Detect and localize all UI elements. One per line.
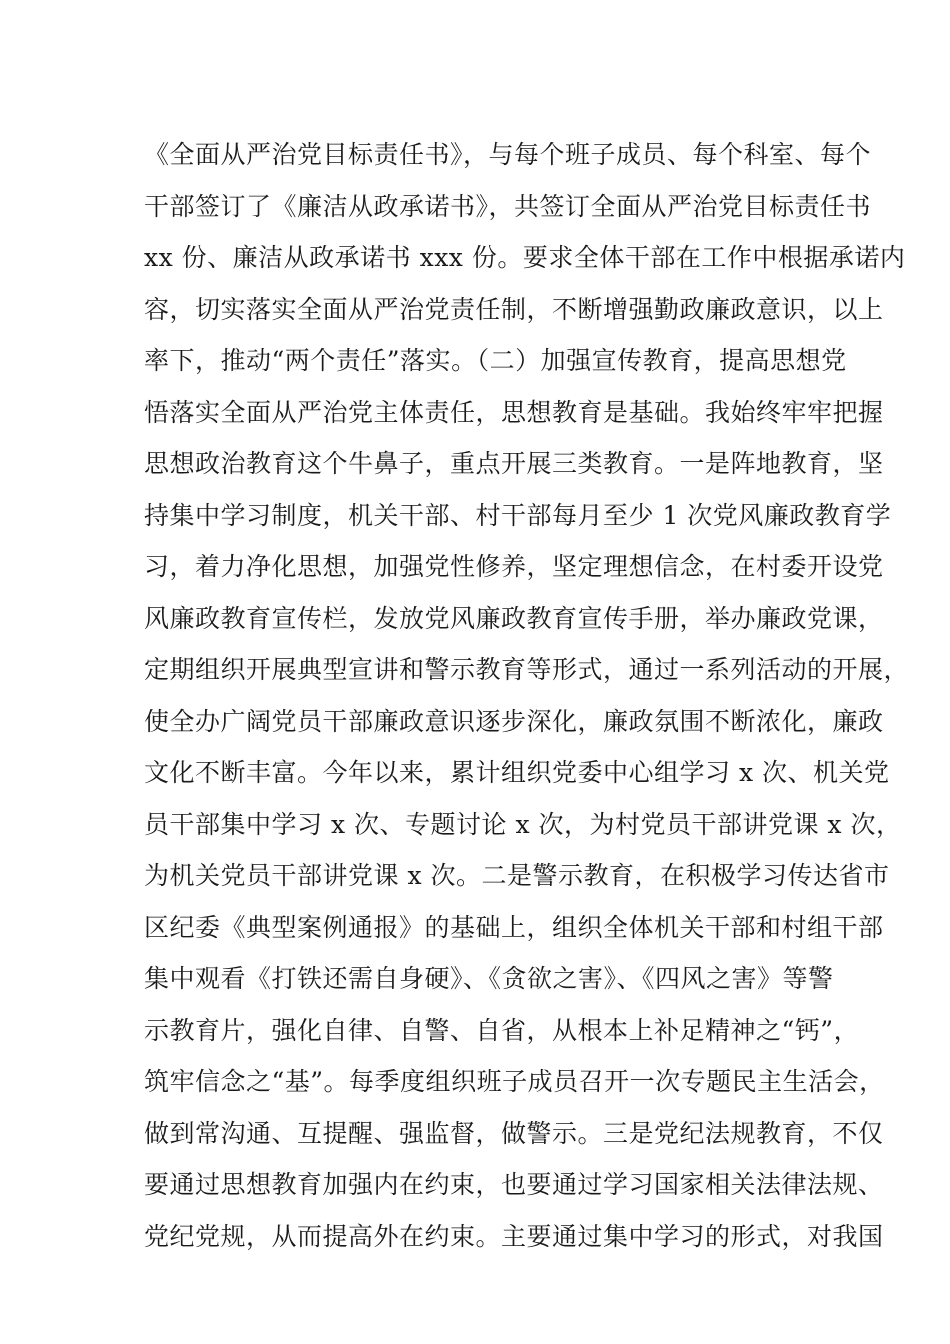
text-line: 思想政治教育这个牛鼻子，重点开展三类教育。一是阵地教育，坚 xyxy=(144,449,884,478)
text-line: 党纪党规，从而提高外在约束。主要通过集中学习的形式，对我国 xyxy=(144,1221,884,1251)
text-line: 《全面从严治党目标责任书》，与每个班子成员、每个科室、每个 xyxy=(144,140,872,169)
text-line: 率下，推动“两个责任”落实。（二）加强宣传教育，提高思想党 xyxy=(144,346,847,375)
text-line: 习，着力净化思想，加强党性修养，坚定理想信念，在村委开设党 xyxy=(144,552,884,581)
text-line: 集中观看《打铁还需自身硬》、《贪欲之害》、《四风之害》等警 xyxy=(144,964,834,993)
text-line: 文化不断丰富。今年以来，累计组织党委中心组学习 x 次、机关党 xyxy=(144,758,890,787)
text-line: 容，切实落实全面从严治党责任制，不断增强勤政廉政意识，以上 xyxy=(144,294,884,324)
text-line: 持集中学习制度，机关干部、村干部每月至少 1 次党风廉政教育学 xyxy=(144,500,892,530)
text-line: 干部签订了《廉洁从政承诺书》，共签订全面从严治党目标责任书 xyxy=(144,191,872,221)
text-line: 筑牢信念之“基”。每季度组织班子成员召开一次专题民主生活会， xyxy=(144,1067,885,1096)
text-line: 悟落实全面从严治党主体责任，思想教育是基础。我始终牢牢把握 xyxy=(144,397,884,427)
text-line: 风廉政教育宣传栏，发放党风廉政教育宣传手册，举办廉政党课， xyxy=(144,603,884,633)
text-line: 使全办广阔党员干部廉政意识逐步深化，廉政氛围不断浓化，廉政 xyxy=(144,706,884,736)
text-line: 做到常沟通、互提醒、强监督，做警示。三是党纪法规教育，不仅 xyxy=(144,1118,884,1148)
text-line: 为机关党员干部讲党课 x 次。二是警示教育，在积极学习传达省市 xyxy=(144,861,890,890)
text-line: 示教育片，强化自律、自警、自省，从根本上补足精神之“钙”， xyxy=(144,1015,860,1045)
text-line: 要通过思想教育加强内在约束，也要通过学习国家相关法律法规、 xyxy=(144,1170,884,1199)
text-line: 定期组织开展典型宣讲和警示教育等形式，通过一系列活动的开展， xyxy=(144,655,910,684)
text-line: xx 份、廉洁从政承诺书 xxx 份。要求全体干部在工作中根据承诺内 xyxy=(144,243,906,272)
text-line: 员干部集中学习 x 次、专题讨论 x 次，为村党员干部讲党课 x 次， xyxy=(144,809,902,839)
text-line: 区纪委《典型案例通报》的基础上，组织全体机关干部和村组干部 xyxy=(144,912,884,942)
body-text xyxy=(144,129,910,1262)
